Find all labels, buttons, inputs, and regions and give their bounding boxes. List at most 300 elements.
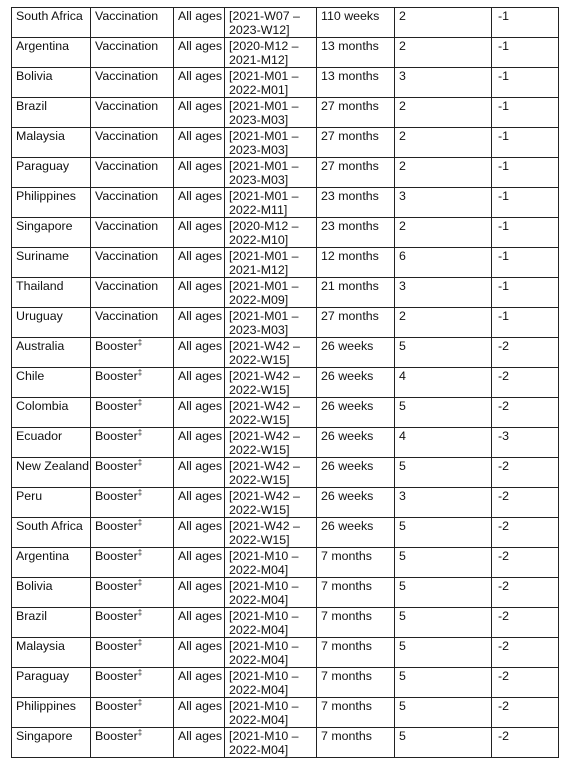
value-cell-text: 5 xyxy=(399,699,406,713)
age-group-cell-text: All ages xyxy=(178,339,223,353)
country-cell xyxy=(12,518,91,548)
period-cell-text: [2021-M01 – 2023-M03] xyxy=(229,99,299,127)
effect-cell-text: -2 xyxy=(498,729,510,743)
age-group-cell xyxy=(174,548,225,578)
table-row xyxy=(12,98,559,128)
duration-cell-text: 27 months xyxy=(321,309,379,323)
intervention-cell-text: Vaccination xyxy=(95,309,159,323)
duration-cell xyxy=(317,668,395,698)
table-row xyxy=(12,398,559,428)
intervention-cell-text: Vaccination xyxy=(95,249,159,263)
country-cell-text: Australia xyxy=(16,339,65,353)
intervention-cell-text: Vaccination xyxy=(95,189,159,203)
period-cell-text: [2021-M10 – 2022-M04] xyxy=(229,639,299,667)
country-cell-text: Suriname xyxy=(16,249,70,263)
value-cell-text: 6 xyxy=(399,249,406,263)
period-cell xyxy=(225,338,317,368)
value-cell xyxy=(395,8,492,38)
effect-cell-text: -1 xyxy=(498,99,510,113)
period-cell-text: [2020-M12 – 2021-M12] xyxy=(229,39,299,67)
value-cell xyxy=(395,158,492,188)
duration-cell xyxy=(317,338,395,368)
effect-cell xyxy=(492,158,559,188)
period-cell-text: [2021-M01 – 2022-M11] xyxy=(229,189,299,217)
intervention-cell-text: Booster xyxy=(95,729,138,743)
double-dagger-footnote-mark: ‡ xyxy=(137,548,143,557)
duration-cell-text: 27 months xyxy=(321,159,379,173)
intervention-cell xyxy=(91,668,174,698)
duration-cell xyxy=(317,488,395,518)
value-cell xyxy=(395,278,492,308)
double-dagger-footnote-mark: ‡ xyxy=(137,698,143,707)
period-cell-text: [2021-M01 – 2022-M09] xyxy=(229,279,299,307)
period-cell xyxy=(225,728,317,758)
table-row xyxy=(12,638,559,668)
period-cell-text: [2021-M10 – 2022-M04] xyxy=(229,609,299,637)
table-row xyxy=(12,158,559,188)
age-group-cell xyxy=(174,158,225,188)
effect-cell xyxy=(492,638,559,668)
effect-cell-text: -2 xyxy=(498,339,510,353)
duration-cell xyxy=(317,518,395,548)
age-group-cell xyxy=(174,608,225,638)
period-cell xyxy=(225,698,317,728)
duration-cell-text: 7 months xyxy=(321,639,372,653)
country-cell xyxy=(12,128,91,158)
age-group-cell-text: All ages xyxy=(178,9,223,23)
value-cell-text: 4 xyxy=(399,369,406,383)
duration-cell xyxy=(317,368,395,398)
duration-cell xyxy=(317,398,395,428)
intervention-cell xyxy=(91,98,174,128)
effect-cell xyxy=(492,578,559,608)
value-cell xyxy=(395,488,492,518)
duration-cell-text: 110 weeks xyxy=(321,9,380,23)
table-row xyxy=(12,608,559,638)
country-cell xyxy=(12,38,91,68)
duration-cell-text: 23 months xyxy=(321,189,379,203)
period-cell-text: [2021-W42 – 2022-W15] xyxy=(229,489,300,517)
age-group-cell-text: All ages xyxy=(178,129,223,143)
table-row xyxy=(12,248,559,278)
effect-cell-text: -1 xyxy=(498,279,510,293)
country-cell-text: Argentina xyxy=(16,39,70,53)
value-cell xyxy=(395,578,492,608)
country-cell xyxy=(12,488,91,518)
age-group-cell xyxy=(174,518,225,548)
effect-cell-text: -2 xyxy=(498,489,510,503)
value-cell-text: 5 xyxy=(399,579,406,593)
age-group-cell xyxy=(174,8,225,38)
intervention-cell xyxy=(91,398,174,428)
value-cell xyxy=(395,518,492,548)
value-cell xyxy=(395,188,492,218)
table-row xyxy=(12,38,559,68)
intervention-cell-text: Vaccination xyxy=(95,69,159,83)
value-cell-text: 5 xyxy=(399,399,406,413)
period-cell xyxy=(225,8,317,38)
effect-cell-text: -1 xyxy=(498,159,510,173)
intervention-cell xyxy=(91,728,174,758)
intervention-cell xyxy=(91,338,174,368)
country-cell-text: Bolivia xyxy=(16,579,53,593)
value-cell xyxy=(395,398,492,428)
country-cell-text: Brazil xyxy=(16,609,47,623)
country-cell xyxy=(12,158,91,188)
intervention-cell-text: Booster xyxy=(95,339,138,353)
country-cell xyxy=(12,188,91,218)
value-cell xyxy=(395,128,492,158)
value-cell xyxy=(395,698,492,728)
duration-cell xyxy=(317,548,395,578)
effect-cell xyxy=(492,38,559,68)
age-group-cell xyxy=(174,398,225,428)
intervention-cell xyxy=(91,68,174,98)
effect-cell-text: -2 xyxy=(498,459,510,473)
value-cell-text: 5 xyxy=(399,339,406,353)
duration-cell-text: 7 months xyxy=(321,609,372,623)
intervention-cell-text: Booster xyxy=(95,699,138,713)
intervention-cell-text: Vaccination xyxy=(95,129,159,143)
country-cell xyxy=(12,98,91,128)
period-cell xyxy=(225,68,317,98)
age-group-cell xyxy=(174,248,225,278)
age-group-cell-text: All ages xyxy=(178,549,223,563)
intervention-cell xyxy=(91,518,174,548)
intervention-cell xyxy=(91,578,174,608)
table-row xyxy=(12,338,559,368)
duration-cell xyxy=(317,248,395,278)
effect-cell xyxy=(492,8,559,38)
effect-cell-text: -2 xyxy=(498,609,510,623)
age-group-cell-text: All ages xyxy=(178,609,223,623)
intervention-cell-text: Booster xyxy=(95,669,138,683)
age-group-cell-text: All ages xyxy=(178,579,223,593)
intervention-cell-text: Booster xyxy=(95,579,138,593)
country-cell-text: South Africa xyxy=(16,519,83,533)
duration-cell xyxy=(317,608,395,638)
value-cell xyxy=(395,248,492,278)
period-cell xyxy=(225,248,317,278)
country-cell-text: Philippines xyxy=(16,189,76,203)
table-row xyxy=(12,368,559,398)
intervention-cell-text: Vaccination xyxy=(95,219,159,233)
period-cell-text: [2021-W42 – 2022-W15] xyxy=(229,459,300,487)
intervention-cell xyxy=(91,188,174,218)
intervention-cell xyxy=(91,458,174,488)
duration-cell xyxy=(317,68,395,98)
effect-cell-text: -1 xyxy=(498,39,510,53)
age-group-cell xyxy=(174,698,225,728)
effect-cell xyxy=(492,608,559,638)
duration-cell xyxy=(317,218,395,248)
intervention-cell xyxy=(91,368,174,398)
age-group-cell xyxy=(174,218,225,248)
effect-cell-text: -2 xyxy=(498,369,510,383)
period-cell xyxy=(225,428,317,458)
effect-cell xyxy=(492,338,559,368)
country-cell xyxy=(12,578,91,608)
duration-cell xyxy=(317,98,395,128)
duration-cell-text: 27 months xyxy=(321,99,379,113)
effect-cell xyxy=(492,398,559,428)
double-dagger-footnote-mark: ‡ xyxy=(137,368,143,377)
age-group-cell-text: All ages xyxy=(178,219,223,233)
double-dagger-footnote-mark: ‡ xyxy=(137,668,143,677)
country-cell xyxy=(12,608,91,638)
duration-cell-text: 23 months xyxy=(321,219,379,233)
table-row xyxy=(12,428,559,458)
age-group-cell xyxy=(174,368,225,398)
intervention-cell-text: Booster xyxy=(95,399,138,413)
intervention-cell xyxy=(91,638,174,668)
table-row xyxy=(12,518,559,548)
country-cell xyxy=(12,218,91,248)
effect-cell-text: -1 xyxy=(498,9,510,23)
table-row xyxy=(12,128,559,158)
effect-cell xyxy=(492,308,559,338)
intervention-cell-text: Booster xyxy=(95,519,138,533)
double-dagger-footnote-mark: ‡ xyxy=(137,458,143,467)
effect-cell xyxy=(492,218,559,248)
duration-cell-text: 7 months xyxy=(321,699,372,713)
age-group-cell xyxy=(174,338,225,368)
age-group-cell xyxy=(174,668,225,698)
period-cell-text: [2021-W42 – 2022-W15] xyxy=(229,429,300,457)
age-group-cell-text: All ages xyxy=(178,99,223,113)
table-row xyxy=(12,668,559,698)
value-cell-text: 5 xyxy=(399,609,406,623)
period-cell xyxy=(225,218,317,248)
value-cell-text: 2 xyxy=(399,9,406,23)
age-group-cell-text: All ages xyxy=(178,279,223,293)
country-cell-text: Singapore xyxy=(16,729,73,743)
period-cell-text: [2021-M01 – 2021-M12] xyxy=(229,249,299,277)
intervention-cell-text: Vaccination xyxy=(95,9,159,23)
country-cell xyxy=(12,728,91,758)
period-cell xyxy=(225,458,317,488)
age-group-cell-text: All ages xyxy=(178,69,223,83)
age-group-cell xyxy=(174,488,225,518)
period-cell-text: [2021-W42 – 2022-W15] xyxy=(229,399,300,427)
period-cell xyxy=(225,398,317,428)
country-cell-text: Singapore xyxy=(16,219,73,233)
duration-cell xyxy=(317,638,395,668)
value-cell xyxy=(395,68,492,98)
duration-cell xyxy=(317,128,395,158)
country-cell xyxy=(12,638,91,668)
effect-cell-text: -2 xyxy=(498,399,510,413)
period-cell-text: [2021-M01 – 2023-M03] xyxy=(229,159,299,187)
period-cell xyxy=(225,38,317,68)
effect-cell xyxy=(492,188,559,218)
period-cell-text: [2021-M01 – 2023-M03] xyxy=(229,129,299,157)
country-cell-text: Ecuador xyxy=(16,429,63,443)
duration-cell xyxy=(317,188,395,218)
duration-cell-text: 26 weeks xyxy=(321,369,374,383)
intervention-cell-text: Booster xyxy=(95,369,138,383)
effect-cell xyxy=(492,518,559,548)
intervention-cell xyxy=(91,488,174,518)
period-cell-text: [2021-M10 – 2022-M04] xyxy=(229,729,299,757)
age-group-cell-text: All ages xyxy=(178,699,223,713)
value-cell xyxy=(395,338,492,368)
age-group-cell xyxy=(174,98,225,128)
value-cell-text: 3 xyxy=(399,69,406,83)
country-cell-text: Peru xyxy=(16,489,43,503)
value-cell-text: 2 xyxy=(399,39,406,53)
value-cell-text: 5 xyxy=(399,459,406,473)
effect-cell xyxy=(492,728,559,758)
effect-cell-text: -2 xyxy=(498,639,510,653)
duration-cell xyxy=(317,578,395,608)
period-cell-text: [2021-M10 – 2022-M04] xyxy=(229,669,299,697)
country-cell xyxy=(12,548,91,578)
effect-cell xyxy=(492,128,559,158)
table-body xyxy=(12,8,559,758)
country-cell xyxy=(12,248,91,278)
table-row xyxy=(12,728,559,758)
effect-cell-text: -1 xyxy=(498,249,510,263)
intervention-cell xyxy=(91,38,174,68)
age-group-cell-text: All ages xyxy=(178,159,223,173)
country-cell-text: New Zealand xyxy=(16,459,90,473)
period-cell xyxy=(225,548,317,578)
effect-cell xyxy=(492,698,559,728)
period-cell xyxy=(225,608,317,638)
period-cell xyxy=(225,188,317,218)
value-cell-text: 4 xyxy=(399,429,406,443)
effect-cell xyxy=(492,428,559,458)
duration-cell-text: 26 weeks xyxy=(321,489,374,503)
double-dagger-footnote-mark: ‡ xyxy=(137,398,143,407)
effect-cell-text: -1 xyxy=(498,189,510,203)
country-cell-text: Thailand xyxy=(16,279,64,293)
age-group-cell xyxy=(174,278,225,308)
effect-cell-text: -2 xyxy=(498,549,510,563)
age-group-cell-text: All ages xyxy=(178,189,223,203)
intervention-cell xyxy=(91,218,174,248)
country-cell xyxy=(12,458,91,488)
effect-cell-text: -2 xyxy=(498,699,510,713)
duration-cell-text: 26 weeks xyxy=(321,429,374,443)
country-cell xyxy=(12,698,91,728)
effect-cell-text: -1 xyxy=(498,309,510,323)
duration-cell-text: 26 weeks xyxy=(321,519,374,533)
age-group-cell xyxy=(174,38,225,68)
double-dagger-footnote-mark: ‡ xyxy=(137,428,143,437)
intervention-cell xyxy=(91,278,174,308)
double-dagger-footnote-mark: ‡ xyxy=(137,338,143,347)
age-group-cell xyxy=(174,428,225,458)
age-group-cell xyxy=(174,308,225,338)
duration-cell-text: 12 months xyxy=(321,249,379,263)
table-row xyxy=(12,278,559,308)
intervention-cell xyxy=(91,428,174,458)
effect-cell xyxy=(492,668,559,698)
intervention-cell-text: Vaccination xyxy=(95,159,159,173)
value-cell-text: 2 xyxy=(399,219,406,233)
duration-cell xyxy=(317,8,395,38)
age-group-cell xyxy=(174,128,225,158)
double-dagger-footnote-mark: ‡ xyxy=(137,608,143,617)
country-cell xyxy=(12,8,91,38)
duration-cell xyxy=(317,278,395,308)
double-dagger-footnote-mark: ‡ xyxy=(137,638,143,647)
intervention-cell xyxy=(91,548,174,578)
table-row xyxy=(12,218,559,248)
intervention-cell xyxy=(91,158,174,188)
period-cell xyxy=(225,488,317,518)
duration-cell-text: 13 months xyxy=(321,69,379,83)
duration-cell-text: 26 weeks xyxy=(321,459,374,473)
country-cell xyxy=(12,68,91,98)
duration-cell xyxy=(317,428,395,458)
value-cell-text: 5 xyxy=(399,549,406,563)
age-group-cell-text: All ages xyxy=(178,639,223,653)
duration-cell-text: 21 months xyxy=(321,279,379,293)
value-cell xyxy=(395,608,492,638)
value-cell-text: 2 xyxy=(399,309,406,323)
duration-cell-text: 7 months xyxy=(321,549,372,563)
table-row xyxy=(12,488,559,518)
period-cell xyxy=(225,638,317,668)
period-cell xyxy=(225,668,317,698)
country-cell xyxy=(12,428,91,458)
effect-cell xyxy=(492,98,559,128)
country-cell-text: Malaysia xyxy=(16,129,65,143)
value-cell xyxy=(395,98,492,128)
effect-cell-text: -1 xyxy=(498,129,510,143)
period-cell-text: [2021-M10 – 2022-M04] xyxy=(229,699,299,727)
period-cell-text: [2021-M01 – 2022-M01] xyxy=(229,69,299,97)
effect-cell-text: -3 xyxy=(498,429,510,443)
period-cell xyxy=(225,98,317,128)
country-cell xyxy=(12,308,91,338)
country-cell-text: Chile xyxy=(16,369,45,383)
duration-cell xyxy=(317,458,395,488)
age-group-cell xyxy=(174,638,225,668)
value-cell-text: 3 xyxy=(399,189,406,203)
effect-cell-text: -2 xyxy=(498,579,510,593)
period-cell-text: [2021-W42 – 2022-W15] xyxy=(229,519,300,547)
age-group-cell-text: All ages xyxy=(178,669,223,683)
duration-cell-text: 7 months xyxy=(321,669,372,683)
value-cell xyxy=(395,638,492,668)
value-cell-text: 5 xyxy=(399,729,406,743)
age-group-cell-text: All ages xyxy=(178,729,223,743)
effect-cell-text: -1 xyxy=(498,69,510,83)
duration-cell-text: 26 weeks xyxy=(321,339,374,353)
data-table xyxy=(11,7,559,758)
value-cell-text: 2 xyxy=(399,159,406,173)
effect-cell xyxy=(492,488,559,518)
duration-cell xyxy=(317,728,395,758)
period-cell xyxy=(225,308,317,338)
value-cell-text: 5 xyxy=(399,639,406,653)
period-cell xyxy=(225,578,317,608)
age-group-cell xyxy=(174,458,225,488)
intervention-cell-text: Booster xyxy=(95,489,138,503)
intervention-cell-text: Booster xyxy=(95,429,138,443)
intervention-cell xyxy=(91,308,174,338)
value-cell xyxy=(395,218,492,248)
period-cell-text: [2021-W42 – 2022-W15] xyxy=(229,339,300,367)
effect-cell xyxy=(492,368,559,398)
effect-cell xyxy=(492,248,559,278)
double-dagger-footnote-mark: ‡ xyxy=(137,488,143,497)
value-cell xyxy=(395,308,492,338)
